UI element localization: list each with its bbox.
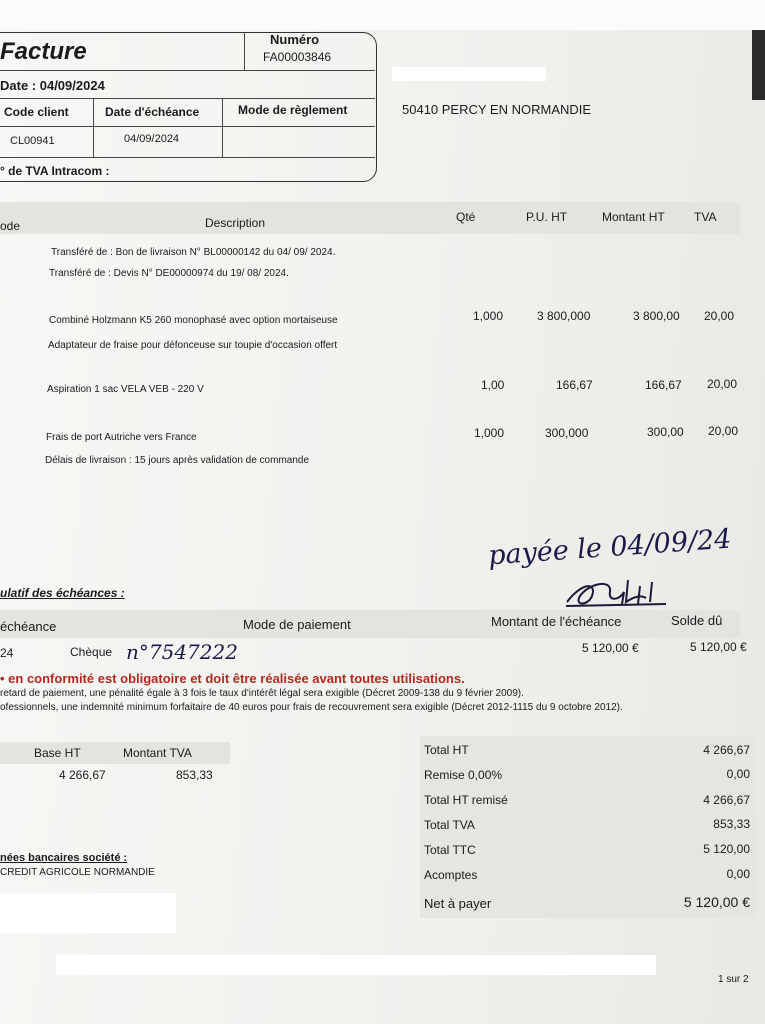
line-extra: Délais de livraison : 15 jours après validation de commande xyxy=(45,455,310,466)
echeance-row-date: 24 xyxy=(0,646,14,660)
col-echeance: échéance xyxy=(0,619,57,634)
montant-tva-value: 853,33 xyxy=(176,768,213,782)
bank-name: CREDIT AGRICOLE NORMANDIE xyxy=(0,867,155,878)
invoice-date: Date : 04/09/2024 xyxy=(0,78,105,93)
echeances-header-bar xyxy=(0,610,740,638)
line-tva: 20,00 xyxy=(704,309,735,323)
transfer-note: Transféré de : Bon de livraison N° BL00000142 du 04/ 09/ 2024. xyxy=(51,247,336,258)
total-label: Total TVA xyxy=(424,818,475,832)
th-pu: P.U. HT xyxy=(526,210,568,224)
divider xyxy=(0,126,375,127)
total-label: Remise 0,00% xyxy=(424,768,503,782)
th-description: Description xyxy=(205,216,266,230)
divider xyxy=(0,98,375,99)
line-montant: 3 800,00 xyxy=(633,309,680,323)
col-solde: Solde dû xyxy=(671,613,723,628)
th-tva: TVA xyxy=(694,210,717,224)
legal-indemnity: ofessionnels, une indemnité minimum forfaitaire de 40 euros pour frais de recouvrement sera exigible (Décret 2012-1115 du 9 octobre 2012). xyxy=(0,702,623,713)
line-qte: 1,000 xyxy=(473,309,504,323)
th-qte: Qté xyxy=(456,210,476,224)
total-label: Total HT xyxy=(424,743,469,757)
total-value: 4 266,67 xyxy=(703,793,750,807)
line-qte: 1,000 xyxy=(474,426,505,440)
total-value: 0,00 xyxy=(726,767,750,781)
line-description: Combiné Holzmann K5 260 monophasé avec option mortaiseuse xyxy=(49,315,338,326)
line-qte: 1,00 xyxy=(481,378,505,392)
top-margin xyxy=(0,0,765,30)
invoice-title: Facture xyxy=(0,38,87,65)
divider xyxy=(0,157,375,158)
line-description: Frais de port Autriche vers France xyxy=(46,432,197,443)
numero-value: FA00003846 xyxy=(263,50,332,64)
col-montant: Montant de l'échéance xyxy=(491,614,622,629)
client-code: CL00941 xyxy=(10,135,55,147)
base-ht-value: 4 266,67 xyxy=(59,768,106,782)
echeance-row-solde: 5 120,00 € xyxy=(690,640,747,654)
net-a-payer-label: Net à payer xyxy=(424,896,492,911)
handwritten-cheque-number: n°7547222 xyxy=(126,640,238,664)
line-pu: 3 800,000 xyxy=(537,309,591,323)
total-value: 0,00 xyxy=(726,867,750,881)
montant-tva-label: Montant TVA xyxy=(123,746,192,760)
bank-title: nées bancaires société : xyxy=(0,852,128,864)
echeance-row-montant: 5 120,00 € xyxy=(582,641,639,655)
divider xyxy=(222,98,223,157)
col-echeance-label: Date d'échéance xyxy=(105,105,200,119)
total-value: 4 266,67 xyxy=(703,743,750,757)
background-edge xyxy=(752,30,765,100)
echeance-row-mode: Chèque xyxy=(70,645,113,659)
line-pu: 166,67 xyxy=(556,378,593,392)
page-number: 1 sur 2 xyxy=(718,974,749,985)
net-a-payer-value: 5 120,00 € xyxy=(683,894,750,910)
base-ht-label: Base HT xyxy=(34,746,81,760)
tva-intracom: ° de TVA Intracom : xyxy=(0,164,110,178)
conformite-notice: • en conformité est obligatoire et doit être réalisée avant toutes utilisations. xyxy=(0,671,465,686)
echeance-date: 04/09/2024 xyxy=(124,133,180,145)
transfer-note: Transféré de : Devis N° DE00000974 du 19/ 08/ 2024. xyxy=(49,268,289,279)
total-value: 853,33 xyxy=(713,817,750,831)
redacted-footer xyxy=(56,955,656,975)
line-pu: 300,000 xyxy=(545,426,589,440)
total-value: 5 120,00 xyxy=(703,842,750,856)
line-tva: 20,00 xyxy=(708,424,739,438)
total-label: Total HT remisé xyxy=(424,793,508,807)
divider xyxy=(93,98,94,157)
th-code: ode xyxy=(0,219,21,233)
col-mode: Mode de paiement xyxy=(243,617,351,632)
redacted-address xyxy=(392,67,546,81)
line-extra: Adaptateur de fraise pour défonceuse sur toupie d'occasion offert xyxy=(48,340,338,351)
numero-label: Numéro xyxy=(270,32,320,47)
divider xyxy=(244,32,245,70)
signature-icon xyxy=(562,572,672,610)
line-montant: 166,67 xyxy=(645,378,682,392)
th-montant: Montant HT xyxy=(602,210,665,224)
handwritten-paid-note: payée le 04/09/24 xyxy=(487,523,733,572)
divider xyxy=(0,70,375,71)
col-client-label: Code client xyxy=(4,105,69,119)
redacted-bank-details xyxy=(0,893,176,933)
echeances-title: ulatif des échéances : xyxy=(0,586,125,600)
line-description: Aspiration 1 sac VELA VEB - 220 V xyxy=(47,384,204,395)
line-montant: 300,00 xyxy=(647,425,684,439)
line-tva: 20,00 xyxy=(707,377,738,391)
legal-penalty: retard de paiement, une pénalité égale à 3 fois le taux d'intérêt légal sera exigible (Décret 2009-138 du 9 février 2009). xyxy=(0,688,524,699)
col-reglement-label: Mode de règlement xyxy=(238,103,348,117)
total-label: Total TTC xyxy=(424,843,476,857)
address-city: 50410 PERCY EN NORMANDIE xyxy=(402,102,592,117)
total-label: Acomptes xyxy=(424,868,478,882)
